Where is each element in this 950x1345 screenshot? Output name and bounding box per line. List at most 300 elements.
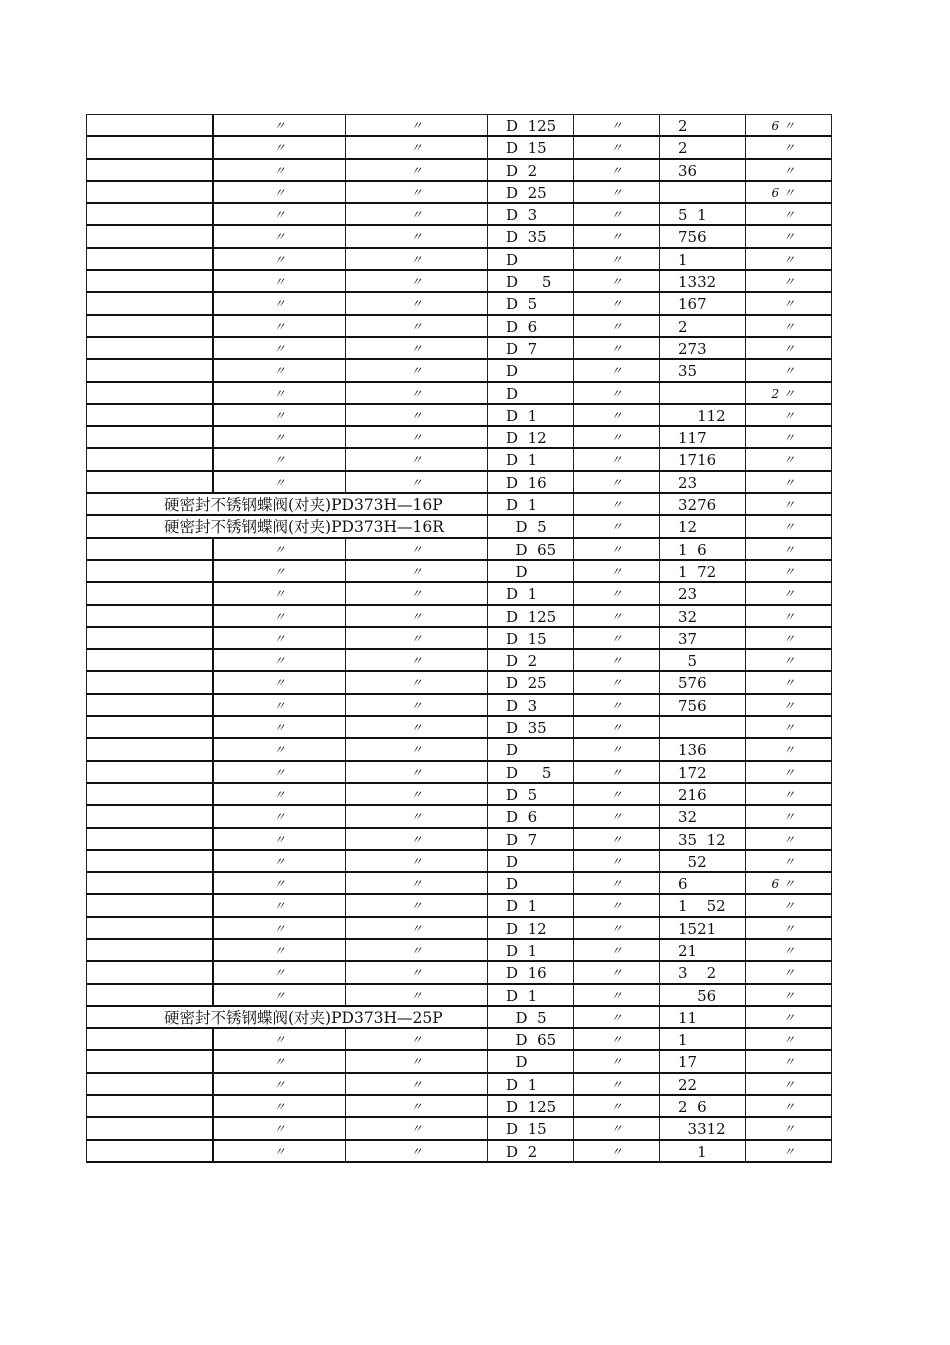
qty-cell: 1521 [659,918,745,938]
table-row [86,695,832,717]
product-name: 硬密封不锈钢蝶阀(对夹)PD373H—16R [164,518,444,537]
unit-cell: 〃 [745,1029,832,1049]
table-row [86,226,832,248]
qty-cell: 52 [659,851,745,871]
ditto-cell: 〃 [573,672,659,692]
unit-cell: 6 〃 [745,115,832,135]
ditto-cell: 〃 [212,606,345,626]
qty-cell: 22 [659,1074,745,1094]
ditto-cell: 〃 [212,1074,345,1094]
name-cell [86,650,212,670]
dn-cell: D 3 [487,695,573,715]
ditto-cell: 〃 [573,249,659,269]
dn-cell: D 35 [487,717,573,737]
ditto-cell: 〃 [345,360,487,380]
dn-cell: D 12 [487,918,573,938]
ditto-cell: 〃 [345,561,487,581]
ditto-cell: 〃 [212,293,345,313]
table-row [86,539,832,561]
table-row [86,806,832,828]
ditto-cell: 〃 [345,1029,487,1049]
ditto-cell: 〃 [212,650,345,670]
ditto-cell: 〃 [212,806,345,826]
qty-cell: 17 [659,1051,745,1071]
qty-cell: 23 [659,472,745,492]
ditto-cell: 〃 [212,1141,345,1161]
name-cell [86,940,212,960]
unit-cell: 〃 [745,137,832,157]
table-row [86,851,832,873]
ditto-cell: 〃 [212,628,345,648]
dn-cell: D 5 [487,271,573,291]
qty-cell: 5 [659,650,745,670]
unit-cell: 〃 [745,784,832,804]
unit-cell: 〃 [745,472,832,492]
qty-cell: 3276 [659,494,745,514]
dn-cell: D 15 [487,1118,573,1138]
table-row [86,1118,832,1140]
dn-cell: D 5 [487,516,573,536]
unit-cell: 〃 [745,293,832,313]
ditto-cell: 〃 [345,985,487,1005]
table-row [86,918,832,940]
table-row [86,650,832,672]
ditto-cell: 〃 [212,561,345,581]
ditto-cell: 〃 [345,672,487,692]
qty-cell: 35 [659,360,745,380]
dn-cell: D 65 [487,539,573,559]
table-row [86,182,832,204]
dn-cell: D 5 [487,784,573,804]
name-cell [86,316,212,336]
table-row [86,1029,832,1051]
table-row [86,895,832,917]
ditto-cell: 〃 [573,115,659,135]
ditto-cell: 〃 [573,762,659,782]
ditto-cell: 〃 [212,226,345,246]
name-cell [86,695,212,715]
ditto-cell: 〃 [345,449,487,469]
dn-cell: D [487,249,573,269]
dn-cell: D 15 [487,628,573,648]
name-cell [86,293,212,313]
dn-cell: D [487,1051,573,1071]
dn-cell: D 1 [487,405,573,425]
dn-cell: D 6 [487,806,573,826]
unit-cell: 〃 [745,1118,832,1138]
ditto-cell: 〃 [345,762,487,782]
ditto-cell: 〃 [212,472,345,492]
dn-cell: D 2 [487,650,573,670]
dn-cell: D 7 [487,338,573,358]
unit-cell: 〃 [745,895,832,915]
unit-cell: 〃 [745,628,832,648]
name-cell [86,1096,212,1116]
ditto-cell: 〃 [573,204,659,224]
table-row [86,383,832,405]
ditto-cell: 〃 [212,204,345,224]
table-row [86,1096,832,1118]
unit-cell: 〃 [745,940,832,960]
qty-cell: 56 [659,985,745,1005]
ditto-cell: 〃 [573,1141,659,1161]
name-cell [86,449,212,469]
unit-cell: 〃 [745,829,832,849]
qty-cell: 3312 [659,1118,745,1138]
table-row [86,561,832,583]
table-row [86,271,832,293]
dn-cell: D 25 [487,672,573,692]
ditto-cell: 〃 [573,940,659,960]
table-row [86,784,832,806]
qty-cell: 576 [659,672,745,692]
table-row [86,606,832,628]
ditto-cell: 〃 [573,1096,659,1116]
unit-cell: 〃 [745,1051,832,1071]
ditto-cell: 〃 [212,360,345,380]
ditto-cell: 〃 [345,851,487,871]
ditto-cell: 〃 [345,539,487,559]
name-cell [86,784,212,804]
unit-cell: 〃 [745,1096,832,1116]
unit-cell: 〃 [745,338,832,358]
table-row [86,405,832,427]
ditto-cell: 〃 [345,606,487,626]
dn-cell: D 1 [487,494,573,514]
table-row [86,204,832,226]
dn-cell: D [487,739,573,759]
ditto-cell: 〃 [212,940,345,960]
ditto-cell: 〃 [573,293,659,313]
table-row [86,985,832,1007]
name-cell [86,918,212,938]
name-cell [86,985,212,1005]
name-cell [86,561,212,581]
ditto-cell: 〃 [573,360,659,380]
unit-cell: 〃 [745,806,832,826]
ditto-cell: 〃 [573,583,659,603]
ditto-cell: 〃 [573,338,659,358]
ditto-cell: 〃 [573,1051,659,1071]
ditto-cell: 〃 [573,739,659,759]
ditto-cell: 〃 [345,895,487,915]
qty-cell: 1 [659,249,745,269]
ditto-cell: 〃 [345,695,487,715]
ditto-cell: 〃 [345,784,487,804]
qty-cell: 216 [659,784,745,804]
name-cell [86,829,212,849]
table-row [86,940,832,962]
unit-cell: 〃 [745,1074,832,1094]
unit-cell: 〃 [745,1007,832,1027]
ditto-cell: 〃 [345,1051,487,1071]
ditto-cell: 〃 [212,672,345,692]
dn-cell: D 12 [487,427,573,447]
name-cell [86,1074,212,1094]
ditto-cell: 〃 [212,137,345,157]
ditto-cell: 〃 [212,918,345,938]
ditto-cell: 〃 [573,918,659,938]
qty-cell: 2 [659,137,745,157]
ditto-cell: 〃 [345,383,487,403]
table-row [86,1007,832,1029]
qty-cell: 756 [659,226,745,246]
ditto-cell: 〃 [573,1118,659,1138]
table-row [86,137,832,159]
qty-cell: 12 [659,516,745,536]
unit-cell: 〃 [745,226,832,246]
unit-cell: 〃 [745,160,832,180]
ditto-cell: 〃 [212,539,345,559]
table-row [86,472,832,494]
ditto-cell: 〃 [573,494,659,514]
ditto-cell: 〃 [345,427,487,447]
name-cell [86,672,212,692]
qty-cell: 6 [659,873,745,893]
ditto-cell: 〃 [573,695,659,715]
unit-cell: 6 〃 [745,873,832,893]
dn-cell: D 1 [487,583,573,603]
qty-cell: 23 [659,583,745,603]
ditto-cell: 〃 [212,115,345,135]
ditto-cell: 〃 [212,695,345,715]
ditto-cell: 〃 [345,1118,487,1138]
dn-cell: D 15 [487,137,573,157]
ditto-cell: 〃 [573,539,659,559]
name-cell [86,762,212,782]
unit-cell: 〃 [745,717,832,737]
ditto-cell: 〃 [345,472,487,492]
table-row [86,160,832,182]
unit-cell: 2 〃 [745,383,832,403]
qty-cell: 2 [659,316,745,336]
ditto-cell: 〃 [345,271,487,291]
name-cell [86,717,212,737]
ditto-cell: 〃 [345,1141,487,1161]
table-row [86,762,832,784]
unit-cell: 〃 [745,962,832,982]
ditto-cell: 〃 [573,271,659,291]
name-cell [86,851,212,871]
table-row [86,449,832,471]
dn-cell: D 125 [487,1096,573,1116]
ditto-cell: 〃 [212,449,345,469]
dn-cell: D 7 [487,829,573,849]
ditto-cell: 〃 [212,829,345,849]
ditto-cell: 〃 [573,1074,659,1094]
name-cell [86,160,212,180]
name-cell [86,1118,212,1138]
dn-cell: D 35 [487,226,573,246]
name-cell [86,606,212,626]
dn-cell: D 1 [487,449,573,469]
qty-cell [659,182,745,202]
spreadsheet-table [86,114,832,1163]
unit-cell: 〃 [745,360,832,380]
unit-cell: 〃 [745,204,832,224]
ditto-cell: 〃 [345,226,487,246]
ditto-cell: 〃 [573,449,659,469]
name-cell [86,1051,212,1071]
ditto-cell: 〃 [573,806,659,826]
ditto-cell: 〃 [212,1096,345,1116]
ditto-cell: 〃 [212,249,345,269]
name-cell [86,962,212,982]
table-row [86,1141,832,1163]
ditto-cell: 〃 [212,985,345,1005]
dn-cell: D 5 [487,293,573,313]
ditto-cell: 〃 [345,293,487,313]
qty-cell: 273 [659,338,745,358]
unit-cell: 〃 [745,249,832,269]
dn-cell: D 1 [487,940,573,960]
ditto-cell: 〃 [212,316,345,336]
table-row [86,739,832,761]
name-cell [86,583,212,603]
dn-cell: D 3 [487,204,573,224]
table-row [86,316,832,338]
ditto-cell: 〃 [212,338,345,358]
dn-cell: D 16 [487,962,573,982]
unit-cell: 〃 [745,606,832,626]
dn-cell: D 125 [487,606,573,626]
qty-cell: 136 [659,739,745,759]
name-cell [86,1029,212,1049]
dn-cell: D [487,851,573,871]
ditto-cell: 〃 [573,427,659,447]
ditto-cell: 〃 [573,182,659,202]
ditto-cell: 〃 [345,806,487,826]
ditto-cell: 〃 [345,739,487,759]
unit-cell: 〃 [745,985,832,1005]
table-row [86,717,832,739]
name-cell [86,249,212,269]
qty-cell: 1 72 [659,561,745,581]
name-cell [86,338,212,358]
ditto-cell: 〃 [573,1007,659,1027]
dn-cell: D 5 [487,1007,573,1027]
dn-cell: D [487,383,573,403]
name-cell [86,226,212,246]
ditto-cell: 〃 [345,338,487,358]
ditto-cell: 〃 [573,472,659,492]
name-cell [86,137,212,157]
ditto-cell: 〃 [573,985,659,1005]
qty-cell: 1716 [659,449,745,469]
ditto-cell: 〃 [345,918,487,938]
ditto-cell: 〃 [345,405,487,425]
name-cell [86,472,212,492]
qty-cell: 172 [659,762,745,782]
product-name: 硬密封不锈钢蝶阀(对夹)PD373H—25P [164,1008,443,1027]
ditto-cell: 〃 [573,516,659,536]
qty-cell: 167 [659,293,745,313]
name-cell [86,271,212,291]
ditto-cell: 〃 [345,650,487,670]
ditto-cell: 〃 [345,249,487,269]
name-cell [86,383,212,403]
qty-cell: 1 [659,1029,745,1049]
ditto-cell: 〃 [573,962,659,982]
dn-cell: D 125 [487,115,573,135]
unit-cell: 〃 [745,1141,832,1161]
ditto-cell: 〃 [212,583,345,603]
ditto-cell: 〃 [212,405,345,425]
ditto-cell: 〃 [573,561,659,581]
ditto-cell: 〃 [345,160,487,180]
table-row [86,583,832,605]
name-cell [86,895,212,915]
ditto-cell: 〃 [212,962,345,982]
unit-cell: 〃 [745,271,832,291]
name-cell [86,873,212,893]
table-row [86,628,832,650]
unit-cell: 〃 [745,583,832,603]
ditto-cell: 〃 [345,204,487,224]
table-row [86,516,832,538]
qty-cell: 117 [659,427,745,447]
unit-cell: 〃 [745,695,832,715]
dn-cell: D 5 [487,762,573,782]
dn-cell: D 65 [487,1029,573,1049]
qty-cell: 2 6 [659,1096,745,1116]
table-row [86,962,832,984]
dn-cell: D 1 [487,1074,573,1094]
table-row [86,1051,832,1073]
table-row [86,338,832,360]
ditto-cell: 〃 [212,1029,345,1049]
ditto-cell: 〃 [345,873,487,893]
name-cell [86,405,212,425]
ditto-cell: 〃 [212,739,345,759]
unit-cell: 〃 [745,650,832,670]
unit-cell: 〃 [745,561,832,581]
name-cell [86,539,212,559]
qty-cell: 2 [659,115,745,135]
table-row [86,494,832,516]
dn-cell: D 1 [487,895,573,915]
qty-cell: 37 [659,628,745,648]
name-cell [86,182,212,202]
dn-cell: D [487,360,573,380]
ditto-cell: 〃 [573,160,659,180]
ditto-cell: 〃 [212,427,345,447]
name-cell [86,1141,212,1161]
dn-cell: D 25 [487,182,573,202]
table-row [86,360,832,382]
unit-cell: 〃 [745,918,832,938]
table-row [86,873,832,895]
dn-cell: D 6 [487,316,573,336]
ditto-cell: 〃 [212,1051,345,1071]
unit-cell: 〃 [745,539,832,559]
ditto-cell: 〃 [212,762,345,782]
qty-cell: 3 2 [659,962,745,982]
dn-cell: D 1 [487,985,573,1005]
ditto-cell: 〃 [345,583,487,603]
ditto-cell: 〃 [212,182,345,202]
name-cell [86,115,212,135]
dn-cell: D [487,561,573,581]
name-cell [86,360,212,380]
qty-cell: 11 [659,1007,745,1027]
unit-cell: 〃 [745,672,832,692]
unit-cell: 〃 [745,405,832,425]
ditto-cell: 〃 [573,226,659,246]
dn-cell: D 2 [487,1141,573,1161]
ditto-cell: 〃 [345,1074,487,1094]
qty-cell: 1 6 [659,539,745,559]
